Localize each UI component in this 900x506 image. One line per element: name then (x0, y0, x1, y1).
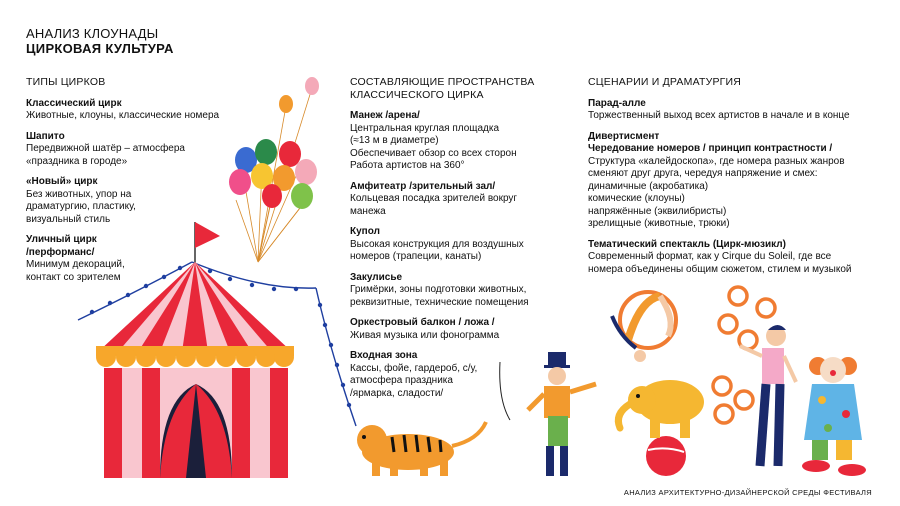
tiger-illustration (357, 422, 486, 476)
elephant-on-ball-illustration (618, 380, 704, 476)
page-title: АНАЛИЗ КЛОУНАДЫ (26, 26, 159, 41)
text-block: Парад-алле Торжественный выход всех артистов в начале и в конце (588, 97, 850, 121)
text-block: Тематический спектакль (Цирк-мюзикл) Современный формат, как у Cirque du Soleil, где все номера объединены общим сюжетом, стилем и музыкой (588, 238, 852, 275)
text-block: Входная зона Кассы, фойе, гардероб, с/у, атмосфера праздника /ярмарка, сладости/ (350, 350, 478, 399)
footer-caption: АНАЛИЗ АРХИТЕКТУРНО-ДИЗАЙНЕРСКОЙ СРЕДЫ ФЕСТИВАЛЯ (623, 488, 872, 497)
column-scenarios (588, 76, 884, 284)
text-block: Купол Высокая конструкция для воздушных номеров (трапеции, канаты) (350, 226, 524, 262)
text-block: «Новый» цирк Без животных, упор на драматургию, пластику, визуальный стиль (26, 176, 136, 225)
section-heading: ТИПЫ ЦИРКОВ (26, 76, 106, 88)
column-circus-types (26, 76, 256, 292)
clown-illustration (802, 357, 866, 476)
page-subtitle: ЦИРКОВАЯ КУЛЬТУРА (26, 41, 174, 56)
juggler-illustration (713, 287, 796, 466)
section-heading: СОСТАВЛЯЮЩИЕ ПРОСТРАНСТВА КЛАССИЧЕСКОГО ЦИРКА (350, 76, 535, 101)
text-block: Оркестровый балкон / ложа / Живая музыка или фонограмма (350, 317, 500, 341)
section-heading: СЦЕНАРИИ И ДРАМАТУРГИЯ (588, 76, 742, 88)
text-block: Манеж /арена/ Центральная круглая площадка (≈13 м в диаметре) Обеспечивает обзор со всех сторон Работа артистов на 360° (350, 110, 517, 171)
text-block: Дивертисмент Чередование номеров / принцип контрастности / Структура «калейдоскопа», где номера разных жанров сменяют друг друга, чередуя напряжение и смех: динамичные (акробатика) комические (клоуны) напряжённые (эквилибристы) зрелищные (животные, трюки) (588, 130, 845, 229)
aerial-acrobat-illustration (612, 292, 676, 362)
text-block: Уличный цирк /перформанс/ Минимум декораций, контакт со зрителем (26, 234, 125, 283)
text-block: Шапито Передвижной шатёр – атмосфера «праздника в городе» (26, 130, 185, 167)
text-block: Амфитеатр /зрительный зал/ Кольцевая посадка зрителей вокруг манежа (350, 180, 518, 217)
text-block: Классический цирк Животные, клоуны, классические номера (26, 97, 220, 121)
text-block: Закулисье Гримёрки, зоны подготовки животных, реквизитные, технические помещения (350, 271, 529, 308)
column-space-components (350, 76, 570, 408)
